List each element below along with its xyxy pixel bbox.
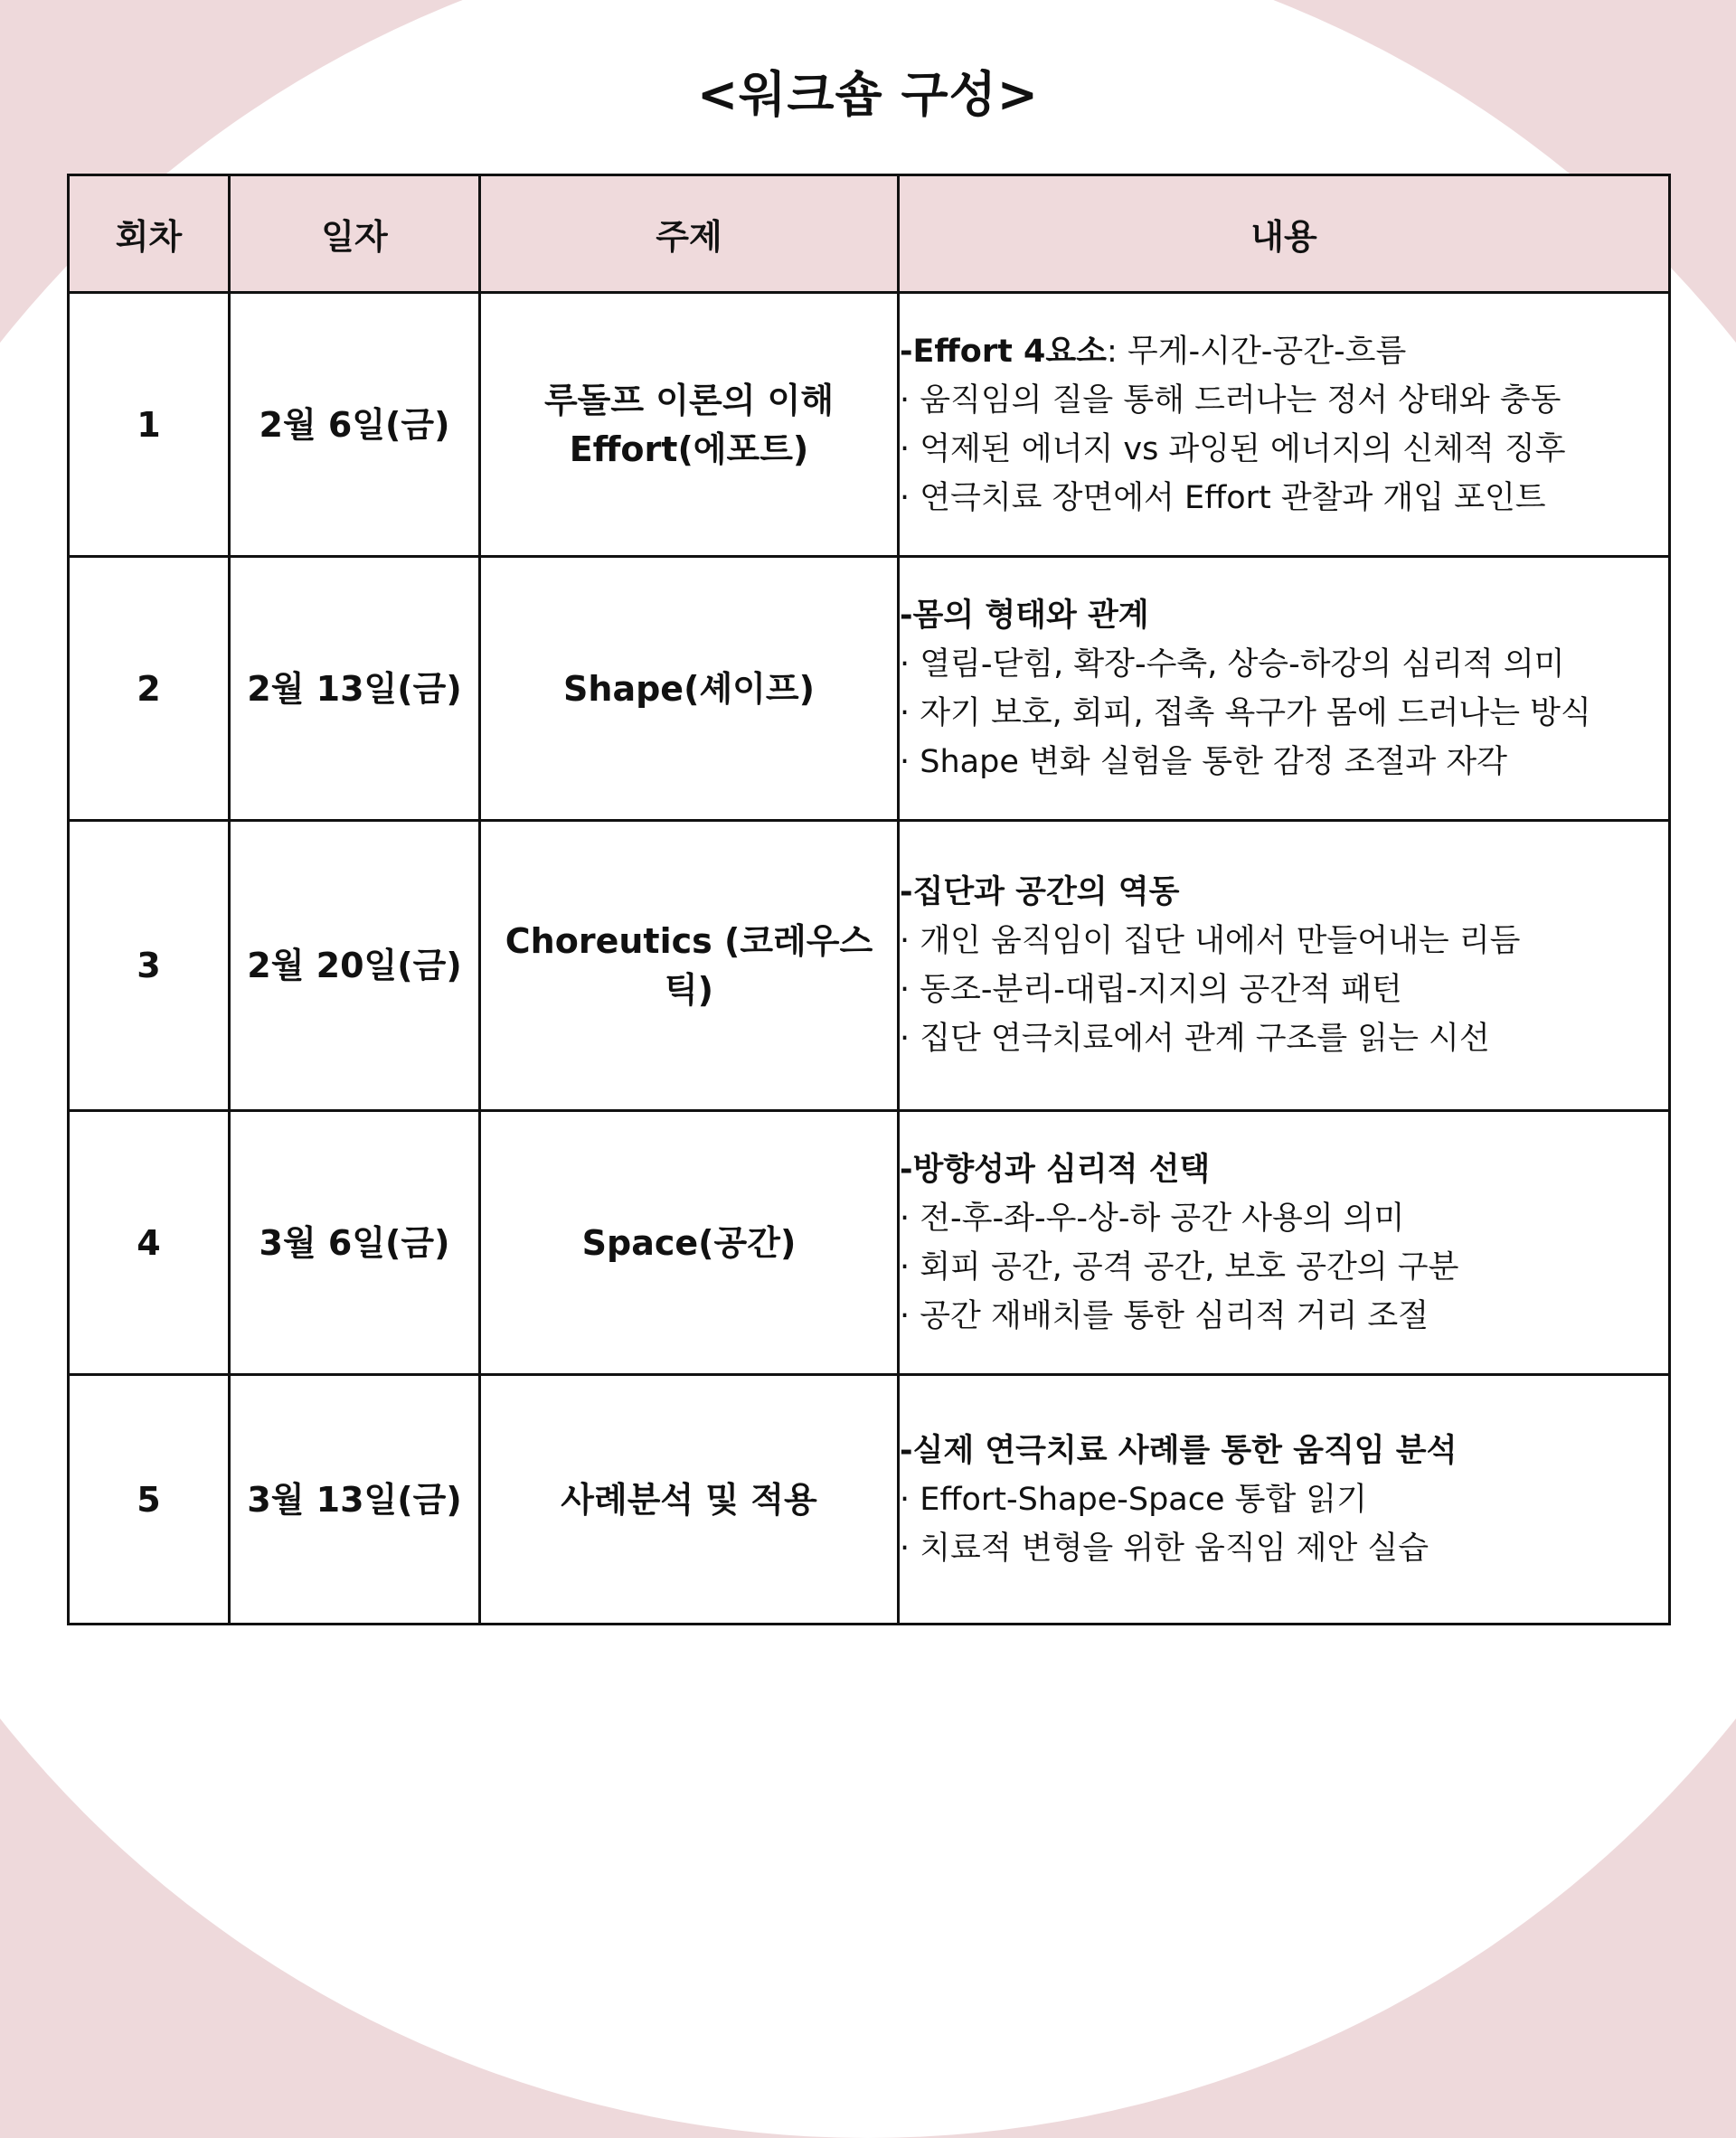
content-cell — [899, 1375, 1670, 1625]
topic-cell — [480, 1375, 899, 1625]
round-cell: 4 — [69, 1111, 230, 1375]
content-cell — [899, 293, 1670, 557]
content-item: · Shape 변화 실험을 통한 감정 조절과 자각 — [900, 743, 1507, 780]
table-row — [69, 821, 1670, 1111]
round-cell: 5 — [69, 1375, 230, 1625]
content-lead — [900, 591, 1668, 640]
content-cell — [899, 821, 1670, 1111]
topic-cell — [480, 293, 899, 557]
table-row — [69, 557, 1670, 821]
content-item: · Effort-Shape-Space 통합 읽기 — [900, 1481, 1368, 1518]
round-cell: 3 — [69, 821, 230, 1111]
content-item: · 열림-닫힘, 확장-수축, 상승-하강의 심리적 의미 — [900, 645, 1565, 683]
content-item: · 회피 공간, 공격 공간, 보호 공간의 구분 — [900, 1248, 1459, 1286]
topic-line: 루돌프 이론의 이해 — [543, 380, 835, 420]
content-item: · 집단 연극치료에서 관계 구조를 읽는 시선 — [900, 1021, 1490, 1057]
topic-cell — [480, 557, 899, 821]
table-header-row — [69, 175, 1670, 293]
content-item: · 자기 보호, 회피, 접촉 욕구가 몸에 드러나는 방식 — [900, 694, 1591, 731]
date-cell: 2월 20일(금) — [230, 821, 480, 1111]
table-row — [69, 293, 1670, 557]
date-cell: 2월 6일(금) — [230, 293, 480, 557]
topic-line: Space(공간) — [581, 1222, 797, 1263]
content-lead — [900, 327, 1668, 376]
content-item: · 개인 움직임이 집단 내에서 만들어내는 리듬 — [900, 923, 1521, 959]
content-cell — [899, 557, 1670, 821]
content-item: · 동조-분리-대립-지지의 공간적 패턴 — [900, 972, 1402, 1008]
date-cell: 2월 13일(금) — [230, 557, 480, 821]
content-lead-bold: -Effort 4요소 — [900, 333, 1107, 370]
round-cell: 1 — [69, 293, 230, 557]
content-lead — [900, 1427, 1668, 1475]
workshop-schedule-table — [67, 174, 1671, 1625]
content-item: · 치료적 변형을 위한 움직임 제안 실습 — [900, 1530, 1429, 1567]
table-row — [69, 1375, 1670, 1625]
header-content: 내용 — [899, 175, 1670, 293]
topic-line: Choreutics (코레우스틱) — [505, 921, 873, 1010]
content-item: · 연극치료 장면에서 Effort 관찰과 개입 포인트 — [900, 479, 1546, 516]
content-item: · 억제된 에너지 vs 과잉된 에너지의 신체적 징후 — [900, 430, 1566, 467]
header-topic: 주제 — [480, 175, 899, 293]
content-item: · 전-후-좌-우-상-하 공간 사용의 의미 — [900, 1200, 1405, 1237]
topic-line: 사례분석 및 적용 — [561, 1479, 817, 1520]
header-round: 회차 — [69, 175, 230, 293]
topic-cell — [480, 821, 899, 1111]
page-title: <워크숍 구성> — [696, 66, 1040, 123]
content-lead — [900, 1145, 1668, 1194]
table-row — [69, 1111, 1670, 1375]
content-item: · 움직임의 질을 통해 드러나는 정서 상태와 충동 — [900, 381, 1561, 419]
content-lead — [900, 868, 1668, 917]
content-lead-bold: -몸의 형태와 관계 — [900, 597, 1149, 634]
date-cell: 3월 13일(금) — [230, 1375, 480, 1625]
topic-cell — [480, 1111, 899, 1375]
topic-line: Effort(에포트) — [569, 429, 809, 469]
topic-line: Shape(셰이프) — [563, 668, 815, 709]
date-cell: 3월 6일(금) — [230, 1111, 480, 1375]
content-lead-bold: -방향성과 심리적 선택 — [900, 1151, 1211, 1188]
content-lead-rest: : 무게-시간-공간-흐름 — [1106, 333, 1407, 370]
content-item: · 공간 재배치를 통한 심리적 거리 조절 — [900, 1297, 1429, 1334]
content-lead-bold: -집단과 공간의 역동 — [900, 874, 1180, 910]
content-cell — [899, 1111, 1670, 1375]
round-cell: 2 — [69, 557, 230, 821]
header-date: 일자 — [230, 175, 480, 293]
content-lead-bold: -실제 연극치료 사례를 통한 움직임 분석 — [900, 1432, 1458, 1469]
